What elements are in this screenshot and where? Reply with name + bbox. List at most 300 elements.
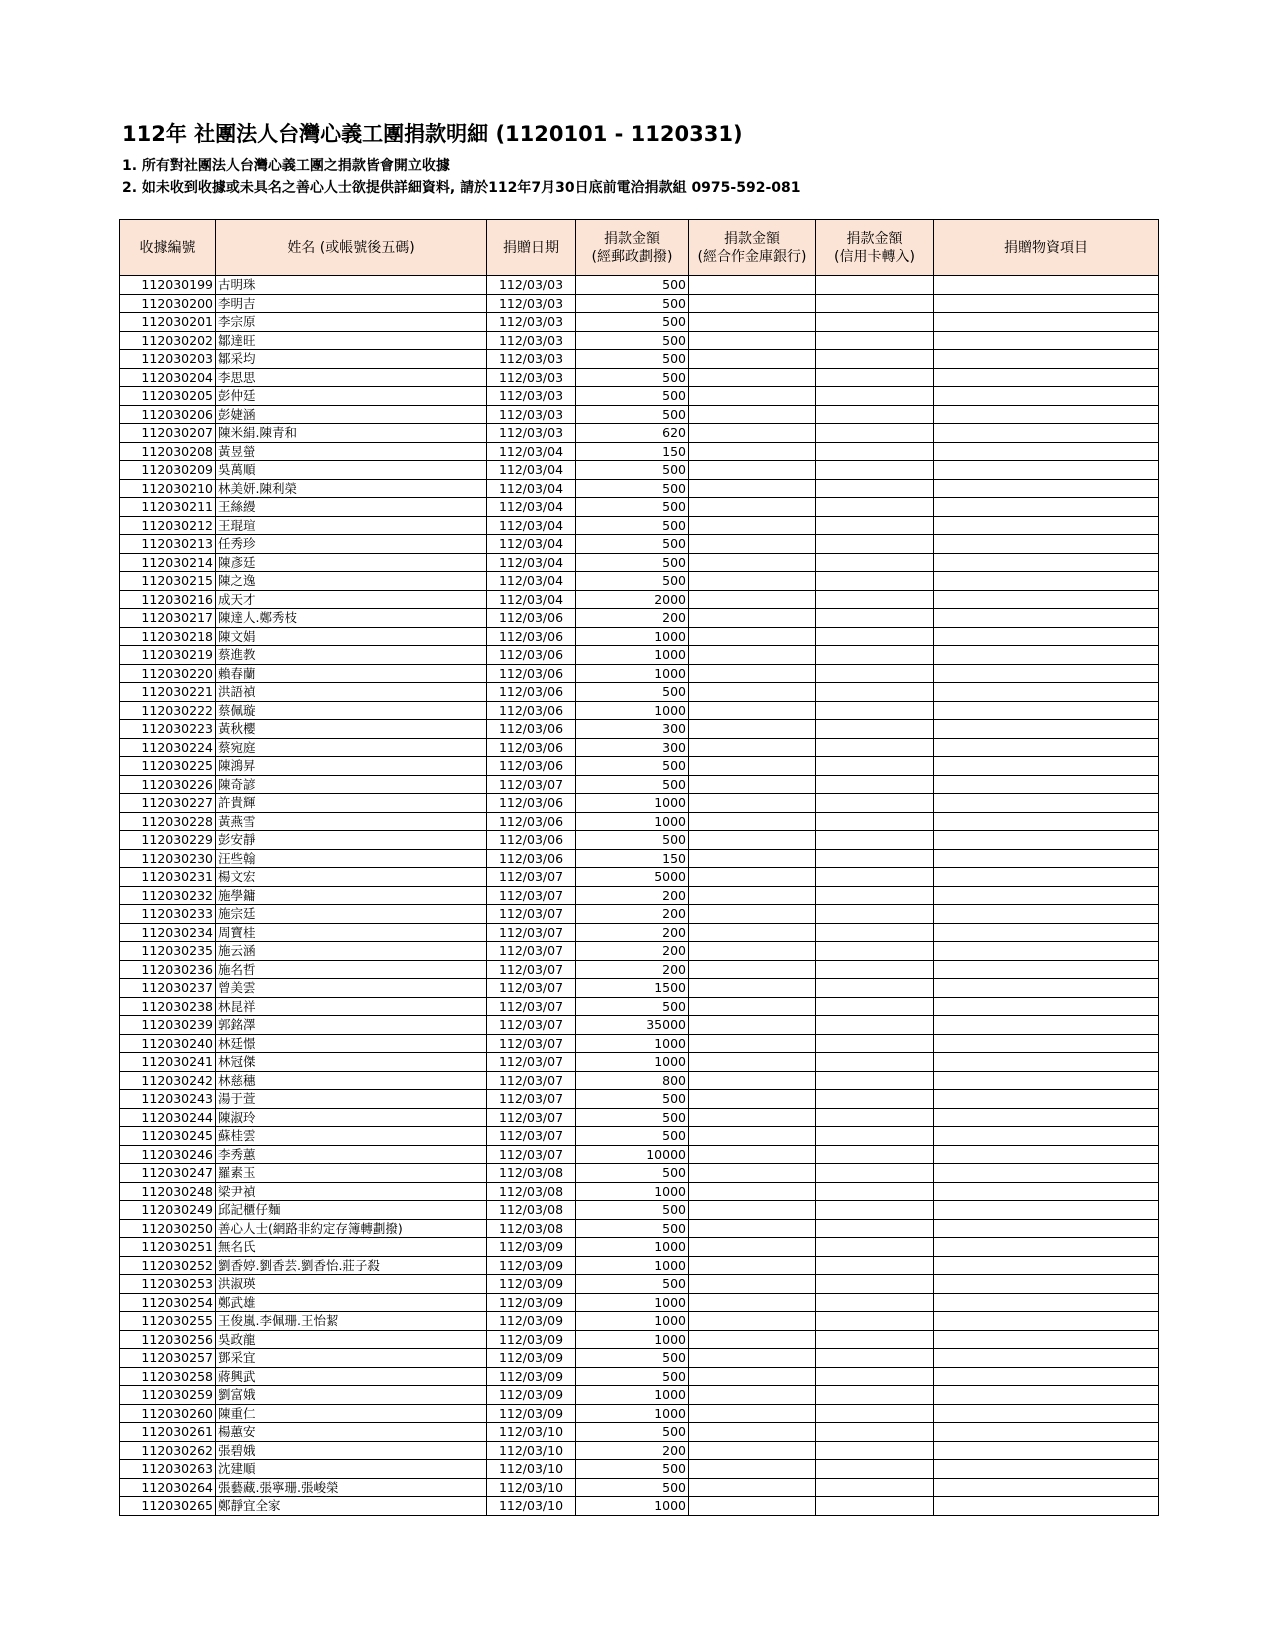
donated-items-cell — [934, 868, 1159, 887]
amount-card-cell — [816, 701, 934, 720]
amount-postal-cell: 500 — [576, 313, 689, 332]
receipt-no-cell: 112030249 — [120, 1201, 216, 1220]
amount-bank-cell — [689, 1108, 816, 1127]
amount-card-cell — [816, 960, 934, 979]
amount-bank-cell — [689, 683, 816, 702]
donated-items-cell — [934, 276, 1159, 295]
amount-postal-cell: 500 — [576, 1275, 689, 1294]
amount-bank-cell — [689, 368, 816, 387]
donation-date-cell: 112/03/10 — [487, 1460, 576, 1479]
amount-card-cell — [816, 313, 934, 332]
amount-card-cell — [816, 516, 934, 535]
donated-items-cell — [934, 479, 1159, 498]
table-row — [120, 1330, 1159, 1349]
amount-postal-cell: 1000 — [576, 1034, 689, 1053]
donated-items-cell — [934, 1127, 1159, 1146]
header-amount-postal-line1: 捐款金額 — [604, 230, 660, 247]
table-row — [120, 979, 1159, 998]
donor-name-cell: 楊文宏 — [216, 868, 487, 887]
amount-bank-cell — [689, 276, 816, 295]
amount-card-cell — [816, 553, 934, 572]
donated-items-cell — [934, 1182, 1159, 1201]
amount-card-cell — [816, 1071, 934, 1090]
amount-bank-cell — [689, 1441, 816, 1460]
donation-date-cell: 112/03/03 — [487, 331, 576, 350]
donation-date-cell: 112/03/08 — [487, 1164, 576, 1183]
amount-bank-cell — [689, 1256, 816, 1275]
donated-items-cell — [934, 1219, 1159, 1238]
receipt-no-cell: 112030225 — [120, 757, 216, 776]
table-row — [120, 1441, 1159, 1460]
amount-card-cell — [816, 905, 934, 924]
header-items: 捐贈物資項目 — [934, 220, 1159, 276]
receipt-no-cell: 112030259 — [120, 1386, 216, 1405]
amount-postal-cell: 1000 — [576, 664, 689, 683]
donor-name-cell: 賴春蘭 — [216, 664, 487, 683]
donation-date-cell: 112/03/09 — [487, 1275, 576, 1294]
amount-postal-cell: 500 — [576, 572, 689, 591]
donation-date-cell: 112/03/09 — [487, 1367, 576, 1386]
amount-card-cell — [816, 775, 934, 794]
amount-card-cell — [816, 479, 934, 498]
receipt-no-cell: 112030238 — [120, 997, 216, 1016]
amount-postal-cell: 1000 — [576, 701, 689, 720]
amount-card-cell — [816, 886, 934, 905]
amount-postal-cell: 500 — [576, 757, 689, 776]
header-amount-bank-line2: (經合作金庫銀行) — [697, 248, 807, 265]
table-header-row — [120, 220, 1159, 276]
table-row — [120, 923, 1159, 942]
amount-card-cell — [816, 1238, 934, 1257]
donor-name-cell: 吳政龍 — [216, 1330, 487, 1349]
receipt-no-cell: 112030200 — [120, 294, 216, 313]
donated-items-cell — [934, 368, 1159, 387]
receipt-no-cell: 112030206 — [120, 405, 216, 424]
amount-card-cell — [816, 794, 934, 813]
amount-bank-cell — [689, 646, 816, 665]
amount-card-cell — [816, 1441, 934, 1460]
donation-date-cell: 112/03/10 — [487, 1441, 576, 1460]
table-row — [120, 720, 1159, 739]
amount-postal-cell: 200 — [576, 1441, 689, 1460]
receipt-no-cell: 112030254 — [120, 1293, 216, 1312]
donation-date-cell: 112/03/06 — [487, 646, 576, 665]
donated-items-cell — [934, 923, 1159, 942]
amount-bank-cell — [689, 886, 816, 905]
amount-postal-cell: 200 — [576, 942, 689, 961]
amount-bank-cell — [689, 1164, 816, 1183]
receipt-no-cell: 112030242 — [120, 1071, 216, 1090]
receipt-no-cell: 112030214 — [120, 553, 216, 572]
donation-date-cell: 112/03/03 — [487, 350, 576, 369]
donated-items-cell — [934, 1145, 1159, 1164]
table-row — [120, 498, 1159, 517]
donor-name-cell: 李秀蕙 — [216, 1145, 487, 1164]
amount-bank-cell — [689, 775, 816, 794]
receipt-no-cell: 112030258 — [120, 1367, 216, 1386]
donated-items-cell — [934, 313, 1159, 332]
receipt-no-cell: 112030231 — [120, 868, 216, 887]
donor-name-cell: 陳淑玲 — [216, 1108, 487, 1127]
receipt-no-cell: 112030227 — [120, 794, 216, 813]
receipt-no-cell: 112030199 — [120, 276, 216, 295]
donated-items-cell — [934, 1349, 1159, 1368]
donor-name-cell: 彭婕涵 — [216, 405, 487, 424]
table-row — [120, 1127, 1159, 1146]
receipt-no-cell: 112030260 — [120, 1404, 216, 1423]
amount-card-cell — [816, 1367, 934, 1386]
receipt-no-cell: 112030216 — [120, 590, 216, 609]
table-row — [120, 535, 1159, 554]
donation-date-cell: 112/03/06 — [487, 794, 576, 813]
table-row — [120, 461, 1159, 480]
receipt-no-cell: 112030236 — [120, 960, 216, 979]
amount-postal-cell: 1000 — [576, 1238, 689, 1257]
donation-table — [119, 219, 1159, 1516]
donor-name-cell: 任秀珍 — [216, 535, 487, 554]
receipt-no-cell: 112030208 — [120, 442, 216, 461]
donated-items-cell — [934, 1238, 1159, 1257]
table-row — [120, 886, 1159, 905]
amount-postal-cell: 1000 — [576, 1330, 689, 1349]
donation-date-cell: 112/03/07 — [487, 979, 576, 998]
amount-card-cell — [816, 609, 934, 628]
receipt-no-cell: 112030224 — [120, 738, 216, 757]
amount-postal-cell: 500 — [576, 553, 689, 572]
amount-card-cell — [816, 738, 934, 757]
amount-card-cell — [816, 294, 934, 313]
receipt-no-cell: 112030205 — [120, 387, 216, 406]
donated-items-cell — [934, 1164, 1159, 1183]
amount-bank-cell — [689, 1053, 816, 1072]
donation-date-cell: 112/03/07 — [487, 886, 576, 905]
donation-date-cell: 112/03/04 — [487, 535, 576, 554]
amount-card-cell — [816, 350, 934, 369]
table-row — [120, 294, 1159, 313]
donation-date-cell: 112/03/03 — [487, 313, 576, 332]
amount-bank-cell — [689, 701, 816, 720]
receipt-no-cell: 112030257 — [120, 1349, 216, 1368]
donated-items-cell — [934, 1256, 1159, 1275]
donation-date-cell: 112/03/07 — [487, 775, 576, 794]
amount-card-cell — [816, 627, 934, 646]
amount-bank-cell — [689, 960, 816, 979]
table-row — [120, 1034, 1159, 1053]
amount-bank-cell — [689, 1127, 816, 1146]
donated-items-cell — [934, 553, 1159, 572]
table-row — [120, 1312, 1159, 1331]
amount-card-cell — [816, 461, 934, 480]
amount-postal-cell: 1000 — [576, 1386, 689, 1405]
amount-bank-cell — [689, 757, 816, 776]
amount-bank-cell — [689, 1478, 816, 1497]
amount-card-cell — [816, 868, 934, 887]
table-row — [120, 664, 1159, 683]
donation-date-cell: 112/03/07 — [487, 923, 576, 942]
amount-card-cell — [816, 1164, 934, 1183]
donor-name-cell: 許貴輝 — [216, 794, 487, 813]
donated-items-cell — [934, 831, 1159, 850]
donated-items-cell — [934, 1386, 1159, 1405]
donated-items-cell — [934, 442, 1159, 461]
amount-card-cell — [816, 1349, 934, 1368]
amount-postal-cell: 35000 — [576, 1016, 689, 1035]
donor-name-cell: 鄭靜宜全家 — [216, 1497, 487, 1516]
donation-date-cell: 112/03/07 — [487, 868, 576, 887]
header-amount-postal — [576, 220, 689, 276]
amount-postal-cell: 500 — [576, 461, 689, 480]
table-row — [120, 1108, 1159, 1127]
donation-date-cell: 112/03/10 — [487, 1478, 576, 1497]
donated-items-cell — [934, 387, 1159, 406]
table-row — [120, 479, 1159, 498]
donated-items-cell — [934, 1108, 1159, 1127]
donor-name-cell: 陳米絹.陳青和 — [216, 424, 487, 443]
table-row — [120, 646, 1159, 665]
receipt-no-cell: 112030219 — [120, 646, 216, 665]
receipt-no-cell: 112030213 — [120, 535, 216, 554]
amount-postal-cell: 500 — [576, 1108, 689, 1127]
donation-date-cell: 112/03/06 — [487, 831, 576, 850]
amount-postal-cell: 500 — [576, 405, 689, 424]
table-row — [120, 868, 1159, 887]
table-row — [120, 1182, 1159, 1201]
table-row — [120, 849, 1159, 868]
amount-postal-cell: 500 — [576, 1164, 689, 1183]
amount-card-cell — [816, 683, 934, 702]
donated-items-cell — [934, 1312, 1159, 1331]
amount-card-cell — [816, 849, 934, 868]
table-row — [120, 831, 1159, 850]
donor-name-cell: 李思思 — [216, 368, 487, 387]
donated-items-cell — [934, 516, 1159, 535]
table-row — [120, 331, 1159, 350]
amount-card-cell — [816, 812, 934, 831]
table-row — [120, 794, 1159, 813]
donor-name-cell: 彭仲廷 — [216, 387, 487, 406]
donated-items-cell — [934, 627, 1159, 646]
receipt-no-cell: 112030212 — [120, 516, 216, 535]
amount-bank-cell — [689, 1312, 816, 1331]
amount-postal-cell: 1000 — [576, 812, 689, 831]
donor-name-cell: 洪淑瑛 — [216, 1275, 487, 1294]
donor-name-cell: 彭安靜 — [216, 831, 487, 850]
donation-date-cell: 112/03/09 — [487, 1330, 576, 1349]
table-row — [120, 1053, 1159, 1072]
donation-date-cell: 112/03/07 — [487, 997, 576, 1016]
donated-items-cell — [934, 738, 1159, 757]
amount-postal-cell: 200 — [576, 886, 689, 905]
table-row — [120, 627, 1159, 646]
donated-items-cell — [934, 294, 1159, 313]
amount-postal-cell: 500 — [576, 368, 689, 387]
donor-name-cell: 鄒達旺 — [216, 331, 487, 350]
donor-name-cell: 吳萬順 — [216, 461, 487, 480]
amount-postal-cell: 500 — [576, 1090, 689, 1109]
table-row — [120, 313, 1159, 332]
donated-items-cell — [934, 609, 1159, 628]
amount-postal-cell: 500 — [576, 1127, 689, 1146]
receipt-no-cell: 112030239 — [120, 1016, 216, 1035]
amount-bank-cell — [689, 424, 816, 443]
donated-items-cell — [934, 1404, 1159, 1423]
table-body — [120, 276, 1159, 1516]
page-title: 112年 社團法人台灣心義工團捐款明細 (1120101 - 1120331) — [122, 122, 743, 146]
donor-name-cell: 施宗廷 — [216, 905, 487, 924]
donation-date-cell: 112/03/03 — [487, 294, 576, 313]
donated-items-cell — [934, 683, 1159, 702]
donation-date-cell: 112/03/06 — [487, 609, 576, 628]
table-row — [120, 350, 1159, 369]
amount-card-cell — [816, 1127, 934, 1146]
receipt-no-cell: 112030202 — [120, 331, 216, 350]
donor-name-cell: 鄧采宜 — [216, 1349, 487, 1368]
table-row — [120, 1386, 1159, 1405]
amount-postal-cell: 500 — [576, 1478, 689, 1497]
donated-items-cell — [934, 590, 1159, 609]
donation-date-cell: 112/03/07 — [487, 960, 576, 979]
table-row — [120, 1293, 1159, 1312]
receipt-no-cell: 112030220 — [120, 664, 216, 683]
donation-date-cell: 112/03/06 — [487, 757, 576, 776]
donor-name-cell: 林慈穗 — [216, 1071, 487, 1090]
donor-name-cell: 鄒采均 — [216, 350, 487, 369]
donated-items-cell — [934, 350, 1159, 369]
amount-card-cell — [816, 979, 934, 998]
donated-items-cell — [934, 535, 1159, 554]
amount-postal-cell: 2000 — [576, 590, 689, 609]
receipt-no-cell: 112030248 — [120, 1182, 216, 1201]
amount-postal-cell: 1000 — [576, 1293, 689, 1312]
amount-bank-cell — [689, 405, 816, 424]
amount-bank-cell — [689, 1423, 816, 1442]
receipt-no-cell: 112030210 — [120, 479, 216, 498]
table-row — [120, 1238, 1159, 1257]
donation-date-cell: 112/03/04 — [487, 516, 576, 535]
amount-bank-cell — [689, 1386, 816, 1405]
donor-name-cell: 王琨瑄 — [216, 516, 487, 535]
table-row — [120, 590, 1159, 609]
receipt-no-cell: 112030228 — [120, 812, 216, 831]
amount-postal-cell: 1000 — [576, 794, 689, 813]
receipt-no-cell: 112030250 — [120, 1219, 216, 1238]
donor-name-cell: 鄭武雄 — [216, 1293, 487, 1312]
amount-bank-cell — [689, 442, 816, 461]
receipt-no-cell: 112030265 — [120, 1497, 216, 1516]
donation-date-cell: 112/03/08 — [487, 1201, 576, 1220]
receipt-no-cell: 112030215 — [120, 572, 216, 591]
amount-bank-cell — [689, 1367, 816, 1386]
donor-name-cell: 林美妍.陳利榮 — [216, 479, 487, 498]
donated-items-cell — [934, 701, 1159, 720]
donor-name-cell: 洪語禎 — [216, 683, 487, 702]
amount-postal-cell: 200 — [576, 960, 689, 979]
amount-bank-cell — [689, 1016, 816, 1035]
donated-items-cell — [934, 960, 1159, 979]
donor-name-cell: 成天才 — [216, 590, 487, 609]
amount-bank-cell — [689, 831, 816, 850]
donated-items-cell — [934, 1016, 1159, 1035]
amount-bank-cell — [689, 664, 816, 683]
amount-postal-cell: 500 — [576, 683, 689, 702]
donor-name-cell: 林冠傑 — [216, 1053, 487, 1072]
donation-date-cell: 112/03/09 — [487, 1386, 576, 1405]
donation-date-cell: 112/03/03 — [487, 387, 576, 406]
amount-bank-cell — [689, 1293, 816, 1312]
donor-name-cell: 古明珠 — [216, 276, 487, 295]
receipt-no-cell: 112030222 — [120, 701, 216, 720]
amount-bank-cell — [689, 479, 816, 498]
receipt-no-cell: 112030244 — [120, 1108, 216, 1127]
donor-name-cell: 施名哲 — [216, 960, 487, 979]
donation-date-cell: 112/03/07 — [487, 905, 576, 924]
amount-card-cell — [816, 1145, 934, 1164]
amount-postal-cell: 1500 — [576, 979, 689, 998]
amount-bank-cell — [689, 627, 816, 646]
amount-card-cell — [816, 368, 934, 387]
donated-items-cell — [934, 1071, 1159, 1090]
amount-postal-cell: 1000 — [576, 1182, 689, 1201]
donation-date-cell: 112/03/07 — [487, 1034, 576, 1053]
receipt-no-cell: 112030221 — [120, 683, 216, 702]
amount-bank-cell — [689, 331, 816, 350]
donated-items-cell — [934, 646, 1159, 665]
donation-date-cell: 112/03/09 — [487, 1404, 576, 1423]
donation-date-cell: 112/03/09 — [487, 1238, 576, 1257]
amount-postal-cell: 500 — [576, 331, 689, 350]
amount-card-cell — [816, 1404, 934, 1423]
header-amount-postal-line2: (經郵政劃撥) — [591, 248, 673, 265]
amount-bank-cell — [689, 498, 816, 517]
donor-name-cell: 梁尹禎 — [216, 1182, 487, 1201]
amount-postal-cell: 200 — [576, 609, 689, 628]
donor-name-cell: 劉富娥 — [216, 1386, 487, 1405]
amount-postal-cell: 10000 — [576, 1145, 689, 1164]
donor-name-cell: 沈建順 — [216, 1460, 487, 1479]
donated-items-cell — [934, 720, 1159, 739]
amount-card-cell — [816, 1312, 934, 1331]
amount-postal-cell: 1000 — [576, 1053, 689, 1072]
table-row — [120, 812, 1159, 831]
amount-bank-cell — [689, 1145, 816, 1164]
amount-postal-cell: 500 — [576, 276, 689, 295]
donor-name-cell: 林昆祥 — [216, 997, 487, 1016]
amount-card-cell — [816, 1182, 934, 1201]
donated-items-cell — [934, 979, 1159, 998]
table-row — [120, 1145, 1159, 1164]
donated-items-cell — [934, 498, 1159, 517]
amount-bank-cell — [689, 1460, 816, 1479]
header-amount-bank — [689, 220, 816, 276]
donation-date-cell: 112/03/04 — [487, 498, 576, 517]
donation-date-cell: 112/03/04 — [487, 590, 576, 609]
donated-items-cell — [934, 331, 1159, 350]
receipt-no-cell: 112030207 — [120, 424, 216, 443]
receipt-no-cell: 112030252 — [120, 1256, 216, 1275]
donation-date-cell: 112/03/08 — [487, 1182, 576, 1201]
donor-name-cell: 蔣興武 — [216, 1367, 487, 1386]
donor-name-cell: 王絲縵 — [216, 498, 487, 517]
table-row — [120, 1071, 1159, 1090]
donor-name-cell: 張藝藏.張寧珊.張峻榮 — [216, 1478, 487, 1497]
donated-items-cell — [934, 405, 1159, 424]
donor-name-cell: 蘇桂雲 — [216, 1127, 487, 1146]
amount-bank-cell — [689, 387, 816, 406]
donation-date-cell: 112/03/06 — [487, 849, 576, 868]
amount-card-cell — [816, 1293, 934, 1312]
donation-date-cell: 112/03/07 — [487, 1071, 576, 1090]
donated-items-cell — [934, 1330, 1159, 1349]
